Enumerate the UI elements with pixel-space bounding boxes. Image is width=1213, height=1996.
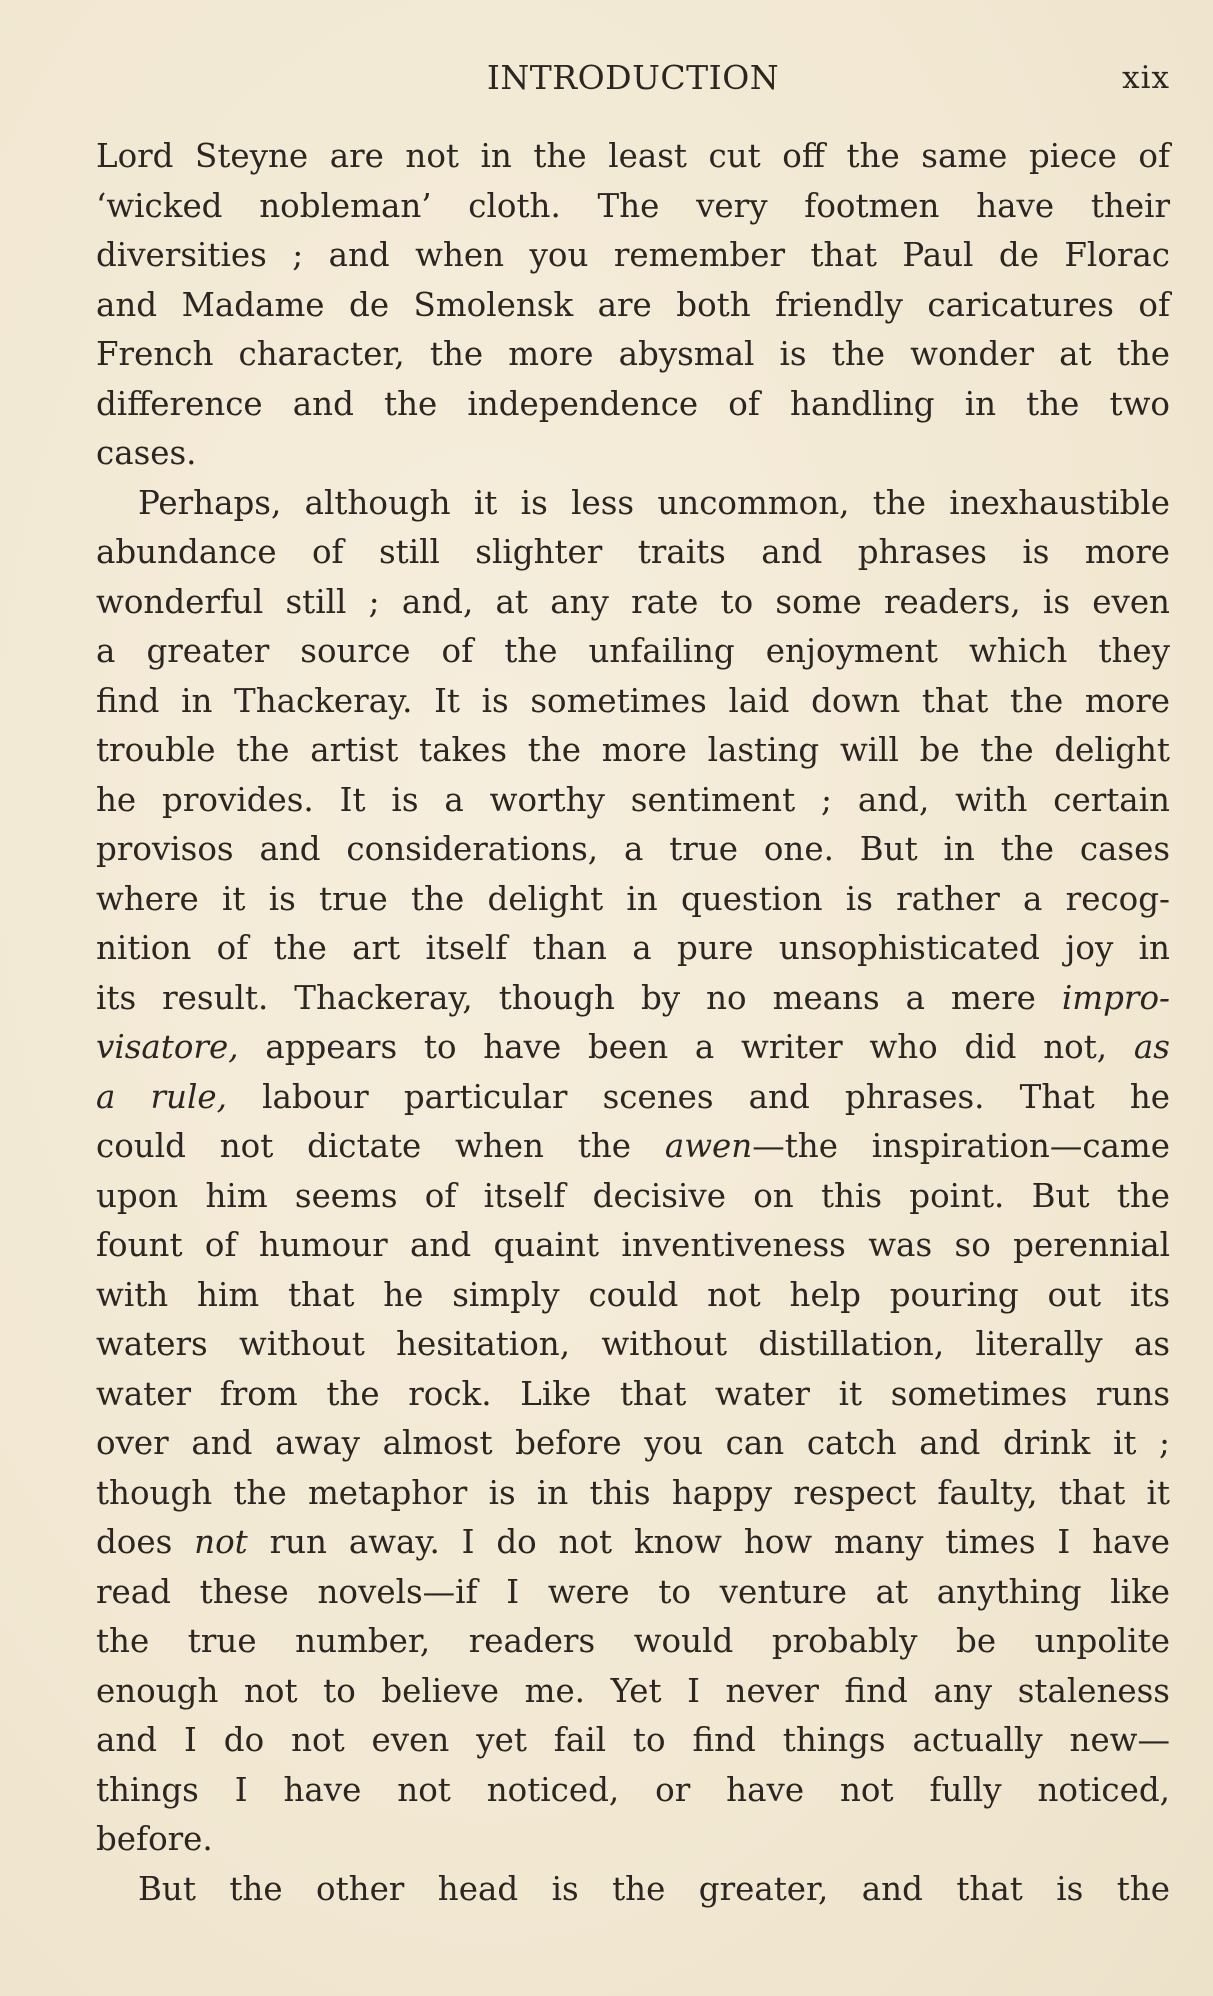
text-line: and Madame de Smolensk are both friendly caricatures of bbox=[96, 285, 1170, 324]
text-segment: run away. I do not know how many times I have bbox=[269, 1523, 1170, 1561]
text-line: enough not to believe me. Yet I never find any staleness bbox=[96, 1671, 1170, 1710]
body-text bbox=[96, 132, 1170, 1914]
page-number: xix bbox=[1122, 60, 1170, 96]
text-line bbox=[96, 1122, 1170, 1172]
text-line: trouble the artist takes the more lasting will be the delight bbox=[96, 731, 1170, 769]
text-line: upon him seems of itself decisive on this point. But the bbox=[96, 1176, 1170, 1215]
text-line: find in Thackeray. It is sometimes laid down that the more bbox=[96, 681, 1170, 720]
text-line: with him that he simply could not help pouring out its bbox=[96, 1275, 1170, 1314]
text-line: things I have not noticed, or have not fully noticed, bbox=[96, 1770, 1170, 1809]
text-line: though the metaphor is in this happy respect faulty, that it bbox=[96, 1473, 1170, 1512]
text-line: he provides. It is a worthy sentiment ; and, with certain bbox=[96, 780, 1170, 819]
italic-word: impro- bbox=[1061, 978, 1170, 1017]
running-head bbox=[96, 58, 1170, 98]
text-line: provisos and considerations, a true one. But in the cases bbox=[96, 830, 1170, 868]
text-line: diversities ; and when you remember that Paul de Florac bbox=[96, 236, 1170, 274]
text-segment: —the inspiration—came bbox=[752, 1127, 1170, 1165]
text-line bbox=[96, 1073, 1170, 1123]
italic-word: awen bbox=[664, 1127, 753, 1165]
text-line: nition of the art itself than a pure unsophisticated joy in bbox=[96, 929, 1170, 967]
text-segment: appears to have been a writer who did not, bbox=[265, 1028, 1108, 1066]
text-line: the true number, readers would probably be unpolite bbox=[96, 1622, 1170, 1660]
text-segment: labour particular scenes and phrases. That he bbox=[262, 1077, 1170, 1116]
text-line: fount of humour and quaint inventiveness was so perennial bbox=[96, 1226, 1170, 1264]
text-line: over and away almost before you can catch and drink it ; bbox=[96, 1424, 1170, 1462]
italic-word: visatore, bbox=[96, 1028, 239, 1066]
text-line: But the other head is the greater, and that is the bbox=[138, 1869, 1170, 1908]
text-line: difference and the independence of handling in the two bbox=[96, 384, 1170, 423]
text-segment: could not dictate when the bbox=[96, 1127, 632, 1165]
running-title: INTRODUCTION bbox=[486, 58, 780, 97]
text-line bbox=[96, 974, 1170, 1024]
text-line: wonderful still ; and, at any rate to some readers, is even bbox=[96, 582, 1170, 621]
text-line: and I do not even yet fail to find things actually new— bbox=[96, 1721, 1170, 1759]
italic-word: as bbox=[1133, 1028, 1170, 1066]
text-line: abundance of still slighter traits and phrases is more bbox=[96, 533, 1170, 571]
text-line: ‘wicked nobleman’ cloth. The very footmen have their bbox=[96, 186, 1170, 225]
text-line: French character, the more abysmal is the wonder at the bbox=[96, 335, 1170, 373]
text-line: before. bbox=[96, 1820, 213, 1858]
text-line: read these novels—if I were to venture at anything like bbox=[96, 1572, 1170, 1611]
text-segment: its result. Thackeray, though by no means a mere bbox=[96, 978, 1036, 1017]
italic-word: a rule, bbox=[96, 1077, 227, 1116]
text-line bbox=[96, 1518, 1170, 1568]
text-line: waters without hesitation, without distillation, literally as bbox=[96, 1325, 1170, 1363]
text-line bbox=[96, 1023, 1170, 1073]
text-line: Perhaps, although it is less uncommon, the inexhaustible bbox=[138, 483, 1170, 522]
text-line: where it is true the delight in question is rather a recog- bbox=[96, 879, 1170, 918]
text-line: a greater source of the unfailing enjoyment which they bbox=[96, 632, 1170, 670]
italic-word: not bbox=[194, 1523, 248, 1561]
text-line: water from the rock. Like that water it sometimes runs bbox=[96, 1374, 1170, 1413]
text-line: Lord Steyne are not in the least cut off the same piece of bbox=[96, 137, 1170, 175]
text-line: cases. bbox=[96, 434, 197, 472]
text-segment: does bbox=[96, 1523, 173, 1561]
